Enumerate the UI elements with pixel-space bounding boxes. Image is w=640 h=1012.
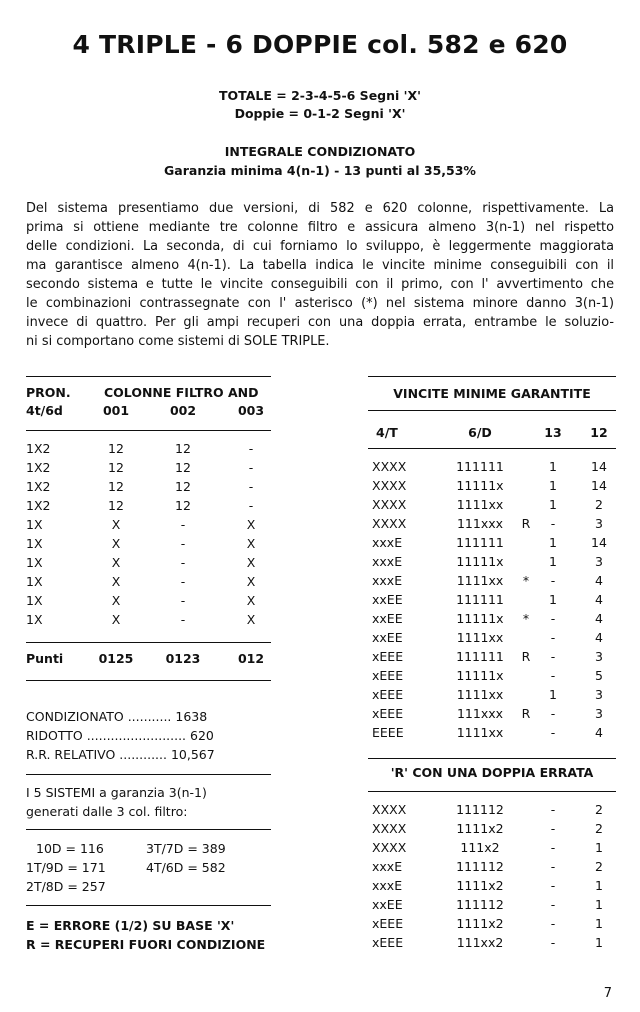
vincite-cell: xxEE	[372, 630, 403, 645]
col-003-header: 003	[237, 403, 265, 418]
left-table-cell: 12	[108, 498, 124, 513]
vincite-cell: 4	[595, 592, 603, 607]
left-table-cell: -	[180, 555, 186, 570]
vincite-cell: 1	[549, 478, 557, 493]
errata-cell: -	[550, 916, 556, 931]
errata-cell: 1111x2	[456, 916, 504, 931]
col-002-header: 002	[169, 403, 197, 418]
left-table-cell: 1X	[26, 593, 43, 608]
left-table-cell: X	[246, 536, 256, 551]
vincite-cell: xxxE	[372, 554, 403, 569]
vincite-cell: 1	[549, 687, 557, 702]
intro-line: secondo sistema e tutte le vincite conseguibili con il primo, con l' avvertimento che	[26, 277, 614, 292]
vincite-cell: xEEE	[372, 649, 404, 664]
vincite-row	[368, 649, 616, 668]
errata-cell: 111112	[456, 802, 504, 817]
vincite-cell: -	[550, 573, 556, 588]
left-table-cell: X	[111, 593, 121, 608]
left-table-cell: X	[246, 574, 256, 589]
stat-ridotto: RIDOTTO ......................... 620	[26, 728, 214, 743]
left-table-cell: 1X2	[26, 498, 51, 513]
stat-condizionato: CONDIZIONATO ........... 1638	[26, 709, 208, 724]
right-errata-rule	[368, 791, 616, 792]
vincite-row	[368, 630, 616, 649]
left-table-cell: X	[111, 574, 121, 589]
errata-cell: 2	[595, 802, 603, 817]
vincite-cell: xEEE	[372, 668, 404, 683]
left-table-cell: -	[180, 593, 186, 608]
vincite-cell: -	[550, 516, 556, 531]
left-table-cell: 12	[108, 460, 124, 475]
intro-line: delle condizioni. La seconda, di cui forniamo lo sviluppo, è leggermente maggiorata	[26, 239, 614, 254]
vincite-cell: *	[522, 611, 530, 626]
errata-row	[368, 859, 616, 878]
vincite-row	[368, 497, 616, 516]
left-top-rule	[26, 376, 271, 377]
vincite-cell: 4	[595, 725, 603, 740]
vincite-cell: XXXX	[372, 497, 407, 512]
left-note-rule	[26, 829, 271, 830]
errata-cell: xEEE	[372, 935, 404, 950]
errata-cell: 1111x2	[456, 878, 504, 893]
errata-cell: -	[550, 840, 556, 855]
vincite-row	[368, 554, 616, 573]
left-table-cell: 1X	[26, 612, 43, 627]
errata-cell: 1	[595, 935, 603, 950]
errata-row	[368, 935, 616, 954]
punti-002: 0123	[165, 651, 201, 666]
left-table-cell: 1X2	[26, 460, 51, 475]
left-table-cell: -	[248, 460, 254, 475]
pron-header: PRON.	[26, 385, 71, 400]
systems-note-line: generati dalle 3 col. filtro:	[26, 804, 188, 819]
left-table-cell: 12	[175, 441, 191, 456]
vincite-cell: -	[550, 725, 556, 740]
left-table-row	[26, 517, 271, 536]
intro-line: Del sistema presentiamo due versioni, di 582 e 620 colonne, rispettivamente. La	[26, 201, 614, 216]
right-rows-rule	[368, 758, 616, 759]
colonne-filtro-header: COLONNE FILTRO AND	[104, 385, 259, 400]
vincite-cell: xxxE	[372, 535, 403, 550]
vincite-cell: 11111x	[456, 478, 504, 493]
legend-errore: E = ERRORE (1/2) SU BASE 'X'	[26, 918, 235, 933]
errata-cell: xxxE	[372, 859, 403, 874]
errata-cell: 1	[595, 897, 603, 912]
vincite-cell: 1	[549, 554, 557, 569]
vincite-cell: 111111	[456, 459, 504, 474]
errata-row	[368, 840, 616, 859]
left-table-row	[26, 612, 271, 631]
vincite-cell: 1	[549, 497, 557, 512]
vincite-row	[368, 459, 616, 478]
vincite-cell: 111111	[456, 592, 504, 607]
errata-cell: -	[550, 859, 556, 874]
vincite-title: VINCITE MINIME GARANTITE	[393, 386, 591, 401]
vincite-cell: xxEE	[372, 592, 403, 607]
left-header-rule	[26, 430, 271, 431]
left-table-row	[26, 593, 271, 612]
integrale-heading: INTEGRALE CONDIZIONATO	[224, 144, 416, 159]
vincite-cell: 3	[595, 554, 603, 569]
vincite-cell: 1111xx	[456, 687, 504, 702]
left-table-cell: 1X	[26, 517, 43, 532]
left-punti-rule	[26, 680, 271, 681]
errata-cell: -	[550, 935, 556, 950]
intro-paragraph	[26, 199, 614, 359]
errata-cell: 1	[595, 916, 603, 931]
vincite-cell: 4	[595, 630, 603, 645]
col-12-header: 12	[590, 425, 608, 440]
vincite-cell: 1	[549, 459, 557, 474]
vincite-cell: 1	[549, 592, 557, 607]
left-table-cell: X	[111, 517, 121, 532]
vincite-cell: 111xxx	[456, 516, 504, 531]
errata-cell: 111xx2	[456, 935, 504, 950]
intro-line: le combinazioni contrassegnate con l' asterisco (*) nel sistema minore danno 3(n-1)	[26, 296, 614, 311]
left-table-cell: X	[111, 555, 121, 570]
system-1t9d: 1T/9D = 171	[26, 860, 106, 875]
vincite-cell: 111xxx	[456, 706, 504, 721]
vincite-cell: XXXX	[372, 516, 407, 531]
left-table-cell: 12	[108, 441, 124, 456]
left-table-cell: 12	[175, 479, 191, 494]
stat-rr-relativo: R.R. RELATIVO ............ 10,567	[26, 747, 215, 762]
errata-cell: XXXX	[372, 840, 407, 855]
vincite-cell: XXXX	[372, 459, 407, 474]
vincite-cell: EEEE	[372, 725, 404, 740]
vincite-cell: -	[550, 649, 556, 664]
left-table-cell: X	[246, 593, 256, 608]
tipo-header: 4t/6d	[26, 403, 63, 418]
errata-cell: 111112	[456, 859, 504, 874]
left-table-cell: 12	[175, 460, 191, 475]
left-table-cell: X	[246, 517, 256, 532]
vincite-cell: 1111xx	[456, 497, 504, 512]
vincite-cell: XXXX	[372, 478, 407, 493]
vincite-cell: 3	[595, 649, 603, 664]
vincite-row	[368, 535, 616, 554]
left-table-cell: 1X	[26, 574, 43, 589]
page-title: 4 TRIPLE - 6 DOPPIE col. 582 e 620	[72, 30, 568, 59]
vincite-cell: R	[521, 649, 531, 664]
intro-line: ma garantisce almeno 4(n-1). La tabella indica le vincite minime conseguibili con il	[26, 258, 614, 273]
errata-cell: 2	[595, 859, 603, 874]
vincite-cell: 111111	[456, 649, 504, 664]
vincite-cell: 14	[591, 535, 607, 550]
right-top-rule	[368, 376, 616, 377]
vincite-cell: xxEE	[372, 611, 403, 626]
legend-recuperi: R = RECUPERI FUORI CONDIZIONE	[26, 937, 266, 952]
system-4t6d: 4T/6D = 582	[146, 860, 226, 875]
errata-cell: -	[550, 897, 556, 912]
left-table-cell: -	[180, 574, 186, 589]
vincite-cell: 3	[595, 516, 603, 531]
intro-line: ni si comportano come sistemi di SOLE TRIPLE.	[26, 334, 330, 349]
errata-cell: 1	[595, 840, 603, 855]
vincite-cell: xEEE	[372, 706, 404, 721]
left-table-row	[26, 555, 271, 574]
system-2t8d: 2T/8D = 257	[26, 879, 106, 894]
vincite-cell: 4	[595, 611, 603, 626]
vincite-cell: 111111	[456, 535, 504, 550]
left-table-cell: -	[180, 517, 186, 532]
vincite-cell: R	[521, 516, 531, 531]
vincite-cell: R	[521, 706, 531, 721]
errata-row	[368, 821, 616, 840]
vincite-cell: -	[550, 706, 556, 721]
vincite-cell: 3	[595, 706, 603, 721]
vincite-cell: 11111x	[456, 611, 504, 626]
vincite-row	[368, 573, 616, 592]
vincite-cell: -	[550, 630, 556, 645]
vincite-cell: 3	[595, 687, 603, 702]
vincite-cell: 1111xx	[456, 725, 504, 740]
punti-003: 012	[237, 651, 265, 666]
errata-cell: xxEE	[372, 897, 403, 912]
vincite-cell: 1111xx	[456, 573, 504, 588]
errata-cell: 1	[595, 878, 603, 893]
vincite-cell: 1111xx	[456, 630, 504, 645]
col-4t-header: 4/T	[376, 425, 398, 440]
left-table-row	[26, 498, 271, 517]
errata-row	[368, 878, 616, 897]
errata-cell: 1111x2	[456, 821, 504, 836]
vincite-cell: -	[550, 611, 556, 626]
left-table-row	[26, 536, 271, 555]
left-table-cell: 1X2	[26, 479, 51, 494]
left-table-cell: 1X	[26, 536, 43, 551]
left-table-row	[26, 460, 271, 479]
left-table-cell: X	[246, 612, 256, 627]
vincite-row	[368, 611, 616, 630]
punti-label: Punti	[26, 651, 64, 666]
left-table-cell: X	[111, 536, 121, 551]
left-table-row	[26, 479, 271, 498]
errata-cell: xEEE	[372, 916, 404, 931]
left-table-row	[26, 574, 271, 593]
left-table-cell: -	[248, 479, 254, 494]
vincite-row	[368, 706, 616, 725]
errata-cell: 111112	[456, 897, 504, 912]
system-3t7d: 3T/7D = 389	[146, 841, 226, 856]
punti-001: 0125	[98, 651, 134, 666]
errata-cell: xxxE	[372, 878, 403, 893]
errata-row	[368, 916, 616, 935]
errata-cell: 111x2	[460, 840, 500, 855]
intro-line: prima si ottiene mediante tre colonne filtro e assicura almeno 3(n-1) nel rispetto	[26, 220, 614, 235]
vincite-cell: 14	[591, 478, 607, 493]
left-table-cell: -	[248, 441, 254, 456]
vincite-cell: 1	[549, 535, 557, 550]
page-number: 7	[603, 986, 612, 1001]
errata-row	[368, 802, 616, 821]
doppie-line: Doppie = 0-1-2 Segni 'X'	[234, 106, 406, 121]
left-table-cell: X	[111, 612, 121, 627]
left-table-cell: 12	[175, 498, 191, 513]
system-10d: 10D = 116	[36, 841, 104, 856]
left-table-cell: -	[248, 498, 254, 513]
vincite-row	[368, 725, 616, 744]
vincite-cell: *	[522, 573, 530, 588]
left-table-cell: X	[246, 555, 256, 570]
errata-cell: 2	[595, 821, 603, 836]
left-table-row	[26, 441, 271, 460]
col-001-header: 001	[102, 403, 130, 418]
left-rows-rule	[26, 642, 271, 643]
vincite-cell: 14	[591, 459, 607, 474]
systems-note-line: I 5 SISTEMI a garanzia 3(n-1)	[26, 785, 207, 800]
vincite-row	[368, 592, 616, 611]
left-table-cell: 1X2	[26, 441, 51, 456]
vincite-cell: 11111x	[456, 554, 504, 569]
vincite-row	[368, 478, 616, 497]
intro-line: invece di quattro. Per gli ampi recuperi con una doppia errata, entrambe le soluzio-	[26, 315, 614, 330]
right-title-rule	[368, 410, 616, 411]
left-table-cell: -	[180, 612, 186, 627]
vincite-cell: -	[550, 668, 556, 683]
vincite-cell: xEEE	[372, 687, 404, 702]
col-6d-header: 6/D	[468, 425, 492, 440]
left-stats-rule	[26, 774, 271, 775]
errata-cell: XXXX	[372, 802, 407, 817]
vincite-cell: 4	[595, 573, 603, 588]
vincite-row	[368, 516, 616, 535]
vincite-cell: 11111x	[456, 668, 504, 683]
right-header-rule	[368, 448, 616, 449]
left-table-cell: 1X	[26, 555, 43, 570]
left-table-cell: 12	[108, 479, 124, 494]
garanzia-line: Garanzia minima 4(n-1) - 13 punti al 35,53%	[164, 163, 476, 178]
vincite-cell: 5	[595, 668, 603, 683]
errata-cell: -	[550, 878, 556, 893]
errata-title: 'R' CON UNA DOPPIA ERRATA	[390, 765, 594, 780]
col-13-header: 13	[544, 425, 562, 440]
errata-cell: -	[550, 802, 556, 817]
errata-cell: XXXX	[372, 821, 407, 836]
vincite-cell: 2	[595, 497, 603, 512]
vincite-row	[368, 668, 616, 687]
left-table-cell: -	[180, 536, 186, 551]
vincite-cell: xxxE	[372, 573, 403, 588]
errata-cell: -	[550, 821, 556, 836]
errata-row	[368, 897, 616, 916]
totale-line: TOTALE = 2-3-4-5-6 Segni 'X'	[219, 88, 421, 103]
left-systems-rule	[26, 905, 271, 906]
vincite-row	[368, 687, 616, 706]
